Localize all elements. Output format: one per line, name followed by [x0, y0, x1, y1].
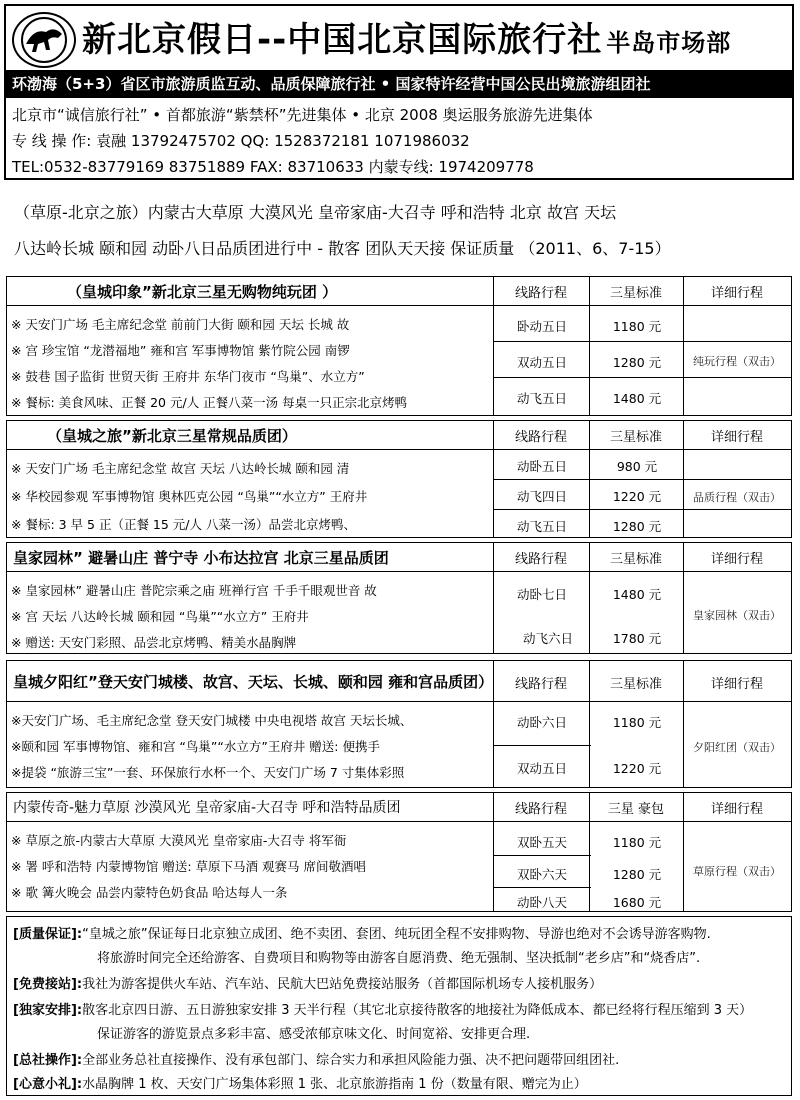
note-text: 保证游客的游览景点多彩丰富、感受浓郁京味文化、时间宽裕、安排更合理. — [97, 1027, 531, 1042]
price-cell: 1680 元 — [612, 895, 662, 910]
note-pickup — [13, 973, 602, 992]
intro-line-2: 八达岭长城 颐和园 动卧八日品质团进行中 - 散客 团队天天接 保证质量 （2011、6、7-15） — [14, 239, 671, 258]
note-label: [独家安排]: — [13, 1003, 83, 1018]
desc-line: ※ 宫 天坛 八达岭长城 颐和园 “鸟巢”“水立方” 王府井 — [11, 609, 309, 624]
tour-section-5 — [6, 792, 792, 912]
note-gift — [13, 1073, 587, 1092]
title-text: 新北京假日--中国北京国际旅行社 — [82, 20, 603, 60]
col-route: 线路行程 — [514, 802, 567, 817]
desc-line: ※ 草原之旅-内蒙古大草原 大漠风光 皇帝家庙-大召寺 将军衙 — [11, 833, 347, 848]
price-cell: 1180 元 — [612, 319, 662, 334]
desc-line: ※ 鼓巷 国子监街 世贸天街 王府井 东华门夜市 “鸟巢”、水立方” — [11, 369, 365, 384]
route-cell: 动卧六日 — [516, 715, 567, 730]
header-box — [4, 4, 794, 180]
note-operation — [13, 1049, 619, 1068]
section-title: 内蒙传奇-魅力草原 沙漠风光 皇帝家庙-大召寺 呼和浩特品质团 — [13, 800, 401, 816]
price-cell: 1180 元 — [612, 835, 662, 850]
col-route: 线路行程 — [514, 286, 567, 301]
price-cell: 980 元 — [616, 459, 658, 474]
detail-link[interactable]: 品质行程（双击） — [693, 491, 781, 504]
col-detail: 详细行程 — [710, 802, 763, 817]
note-label: [免费接站]: — [13, 977, 83, 992]
desc-line: ※提袋 “旅游三宝”一套、环保旅行水杯一个、天安门广场 7 寸集体彩照 — [11, 765, 405, 780]
price-cell: 1180 元 — [612, 715, 662, 730]
note-text: 将旅游时间完全还给游客、自费项目和购物等由游客自愿消费、绝无强制、坚决抵制“老乡店”和“烧香店”. — [97, 951, 701, 966]
route-cell: 动飞五日 — [516, 519, 567, 534]
note-label: [质量保证]: — [13, 927, 83, 942]
col-route: 线路行程 — [514, 552, 567, 567]
tour-section-3 — [6, 542, 792, 654]
tour-section-1 — [6, 276, 792, 416]
note-exclusive-cont — [97, 1023, 530, 1042]
route-cell: 动飞五日 — [516, 391, 567, 406]
note-text: 水晶胸牌 1 枚、天安门广场集体彩照 1 张、北京旅游指南 1 份（数量有限、赠完为止） — [82, 1077, 587, 1092]
price-cell: 1780 元 — [612, 631, 662, 646]
route-cell: 卧动五日 — [516, 319, 567, 334]
desc-line: ※ 署 呼和浩特 内蒙博物馆 赠送: 草原下马酒 观赛马 席间敬酒唱 — [11, 859, 366, 874]
desc-line: ※ 歌 篝火晚会 品尝内蒙特色奶食品 哈达每人一条 — [11, 885, 288, 900]
route-cell: 动飞六日 — [522, 631, 573, 646]
detail-link[interactable]: 夕阳红团（双击） — [693, 741, 781, 754]
route-cell: 动卧七日 — [516, 587, 567, 602]
col-route: 线路行程 — [514, 677, 567, 692]
desc-line: ※ 华校园参观 军事博物馆 奥林匹克公园 “鸟巢”“水立方” 王府井 — [11, 489, 368, 504]
note-exclusive — [13, 999, 752, 1018]
desc-line: ※ 赠送: 天安门彩照、品尝北京烤鸭、精美水晶胸牌 — [11, 635, 297, 650]
route-cell: 双动五日 — [516, 761, 567, 776]
note-quality — [13, 923, 711, 942]
honors-line: 北京市“诚信旅行社” • 首都旅游“紫禁杯”先进集体 • 北京 2008 奥运服务旅游先进集体 — [12, 106, 593, 124]
price-cell: 1220 元 — [612, 761, 662, 776]
note-text: 散客北京四日游、五日游独家安排 3 天半行程（其它北京接待散客的地接社为降低成本、都已经将行程压缩到 3 天） — [82, 1003, 753, 1018]
price-cell: 1280 元 — [612, 355, 662, 370]
col-price: 三星标准 — [609, 677, 662, 692]
price-cell: 1480 元 — [612, 391, 662, 406]
price-cell: 1280 元 — [612, 519, 662, 534]
note-label: [总社操作]: — [13, 1053, 83, 1068]
desc-line: ※ 天安门广场 毛主席纪念堂 前前门大街 颐和园 天坛 长城 故 — [11, 317, 350, 332]
tour-section-4 — [6, 660, 792, 788]
route-cell: 动卧八天 — [516, 895, 567, 910]
col-detail: 详细行程 — [710, 430, 763, 445]
route-cell: 双卧六天 — [516, 867, 567, 882]
note-text: 我社为游客提供火车站、汽车站、民航大巴站免费接站服务（首都国际机场专人接机服务） — [82, 977, 603, 992]
route-cell: 动飞四日 — [516, 489, 567, 504]
notes-box — [6, 916, 792, 1096]
detail-link[interactable]: 纯玩行程（双击） — [693, 355, 781, 368]
section-title: 皇家园林” 避暑山庄 普宁寺 小布达拉宫 北京三星品质团 — [13, 549, 389, 567]
note-quality-cont — [97, 947, 700, 966]
route-cell: 双卧五天 — [516, 835, 567, 850]
route-cell: 双动五日 — [516, 355, 567, 370]
col-detail: 详细行程 — [710, 552, 763, 567]
desc-line: ※ 宫 珍宝馆 “龙潜福地” 雍和宫 军事博物馆 紫竹院公园 南锣 — [11, 343, 350, 358]
tour-section-2 — [6, 420, 792, 538]
price-cell: 1280 元 — [612, 867, 662, 882]
logo — [12, 12, 76, 68]
dept-text: 半岛市场部 — [606, 29, 732, 57]
col-price: 三星标准 — [609, 286, 662, 301]
col-detail: 详细行程 — [710, 677, 763, 692]
col-detail: 详细行程 — [710, 286, 763, 301]
col-price: 三星标准 — [609, 552, 662, 567]
desc-line: ※颐和园 军事博物馆、雍和宫 “鸟巢”“水立方”王府井 赠送: 便携手 — [11, 739, 380, 754]
contact-line: 专 线 操 作: 袁融 13792475702 QQ: 1528372181 1071986032 — [12, 132, 470, 150]
section-title: 皇城夕阳红”登天安门城楼、故宫、天坛、长城、颐和园 雍和宫品质团） — [13, 673, 494, 691]
phone-line: TEL:0532-83779169 83751889 FAX: 83710633 内蒙专线: 1974209778 — [12, 158, 534, 176]
desc-line: ※天安门广场、毛主席纪念堂 登天安门城楼 中央电视塔 故宫 天坛长城、 — [11, 713, 413, 728]
desc-line: ※ 天安门广场 毛主席纪念堂 故宫 天坛 八达岭长城 颐和园 清 — [11, 461, 350, 476]
section-title: （皇城印象”新北京三星无购物纯玩团 ） — [67, 283, 338, 301]
intro-line-1: （草原-北京之旅）内蒙古大草原 大漠风光 皇帝家庙-大召寺 呼和浩特 北京 故宫 天坛 — [14, 203, 617, 222]
col-price: 三星 豪包 — [607, 802, 665, 817]
detail-link[interactable]: 皇家园林（双击） — [693, 609, 781, 622]
company-title — [82, 12, 731, 61]
desc-line: ※ 餐标: 美食风味、正餐 20 元/人 正餐八菜一汤 每桌一只正宗北京烤鸭 — [11, 395, 408, 410]
col-route: 线路行程 — [514, 430, 567, 445]
desc-line: ※ 餐标: 3 早 5 正（正餐 15 元/人 八菜一汤）品尝北京烤鸭、 — [11, 517, 356, 532]
price-cell: 1220 元 — [612, 489, 662, 504]
route-cell: 动卧五日 — [516, 459, 567, 474]
note-text: “皇城之旅”保证每日北京独立成团、绝不卖团、套团、纯玩团全程不安排购物、导游也绝对不会诱导游客购物. — [82, 927, 711, 942]
price-cell: 1480 元 — [612, 587, 662, 602]
col-price: 三星标准 — [609, 430, 662, 445]
note-label: [心意小礼]: — [13, 1077, 83, 1092]
credentials-band: 环渤海（5+3）省区市旅游质监互动、品质保障旅行社 • 国家特许经营中国公民出境旅游组团社 — [6, 70, 792, 98]
section-title: （皇城之旅”新北京三星常规品质团） — [47, 427, 297, 445]
note-text: 全部业务总社直接操作、没有承包部门、综合实力和承担风险能力强、决不把问题带回组团社. — [82, 1053, 620, 1068]
detail-link[interactable]: 草原行程（双击） — [693, 865, 781, 878]
desc-line: ※ 皇家园林” 避暑山庄 普陀宗乘之庙 班禅行宫 千手千眼观世音 故 — [11, 583, 377, 598]
